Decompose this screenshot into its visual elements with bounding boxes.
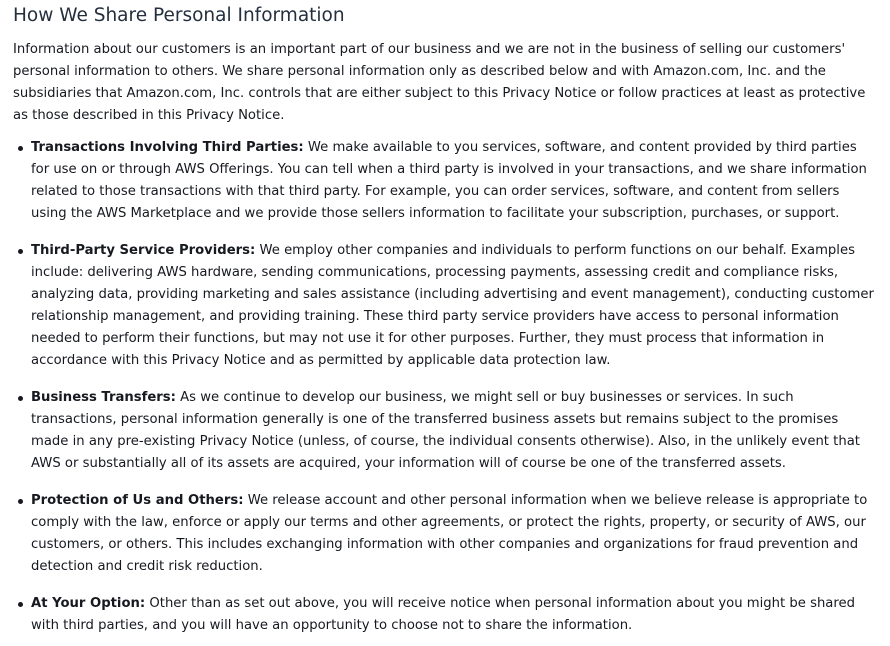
intro-paragraph: Information about our customers is an important part of our business and we are not in the business of selling our customers' personal information to others. We share personal information only as described below and with Amazon.com, Inc. and the subsidiaries that Amazon.com, Inc. controls that are either subject to this Privacy Notice or follow practices at least as protective as those described in this Privacy Notice.: [13, 42, 866, 123]
list-item-text: We employ other companies and individuals to perform functions on our behalf. Examples include: delivering AWS hardware, sending communications, processing payments, assessing credit and compliance risks, analyzing data, providing marketing and sales assistance (including advertising and event management), conducting customer relationship management, and providing training. These third party service providers have access to personal information needed to perform their functions, but may not use it for other purposes. Further, they must process that information in accordance with this Privacy Notice and as permitted by applicable data protection law.: [31, 243, 874, 368]
list-item-text: We release account and other personal information when we believe release is appropriate to comply with the law, enforce or apply our terms and other agreements, or protect the rights, property, or security of AWS, our customers, or others. This includes exchanging information with other companies and organizations for fraud prevention and detection and credit risk reduction.: [31, 493, 868, 574]
list-item-text: As we continue to develop our business, we might sell or buy businesses or services. In such transactions, personal information generally is one of the transferred business assets but remains subject to the promises made in any pre-existing Privacy Notice (unless, of course, the individual consents otherwise). Also, in the unlikely event that AWS or substantially all of its assets are acquired, your information will of course be one of the transferred assets.: [31, 390, 860, 471]
list-item-text: Other than as set out above, you will receive notice when personal information about you might be shared with third parties, and you will have an opportunity to choose not to share the information.: [31, 596, 855, 633]
list-item-your-option: [31, 593, 877, 637]
list-item-title: Protection of Us and Others:: [31, 493, 244, 508]
list-item-title: Business Transfers:: [31, 390, 176, 405]
list-item-title: At Your Option:: [31, 596, 146, 611]
list-item-title: Transactions Involving Third Parties:: [31, 140, 304, 155]
sharing-list: [13, 137, 877, 637]
list-item-third-party-transactions: [31, 137, 877, 225]
list-item-business-transfers: [31, 387, 877, 475]
list-item-service-providers: [31, 240, 877, 372]
list-item-text: We make available to you services, software, and content provided by third parties for use on or through AWS Offerings. You can tell when a third party is involved in your transactions, and we share information related to those transactions with that third party. For example, you can order services, software, and content from sellers using the AWS Marketplace and we provide those sellers information to facilitate your subscription, purchases, or support.: [31, 140, 867, 221]
list-item-protection: [31, 490, 877, 578]
section-heading: How We Share Personal Information: [13, 5, 345, 26]
list-item-title: Third-Party Service Providers:: [31, 243, 256, 258]
